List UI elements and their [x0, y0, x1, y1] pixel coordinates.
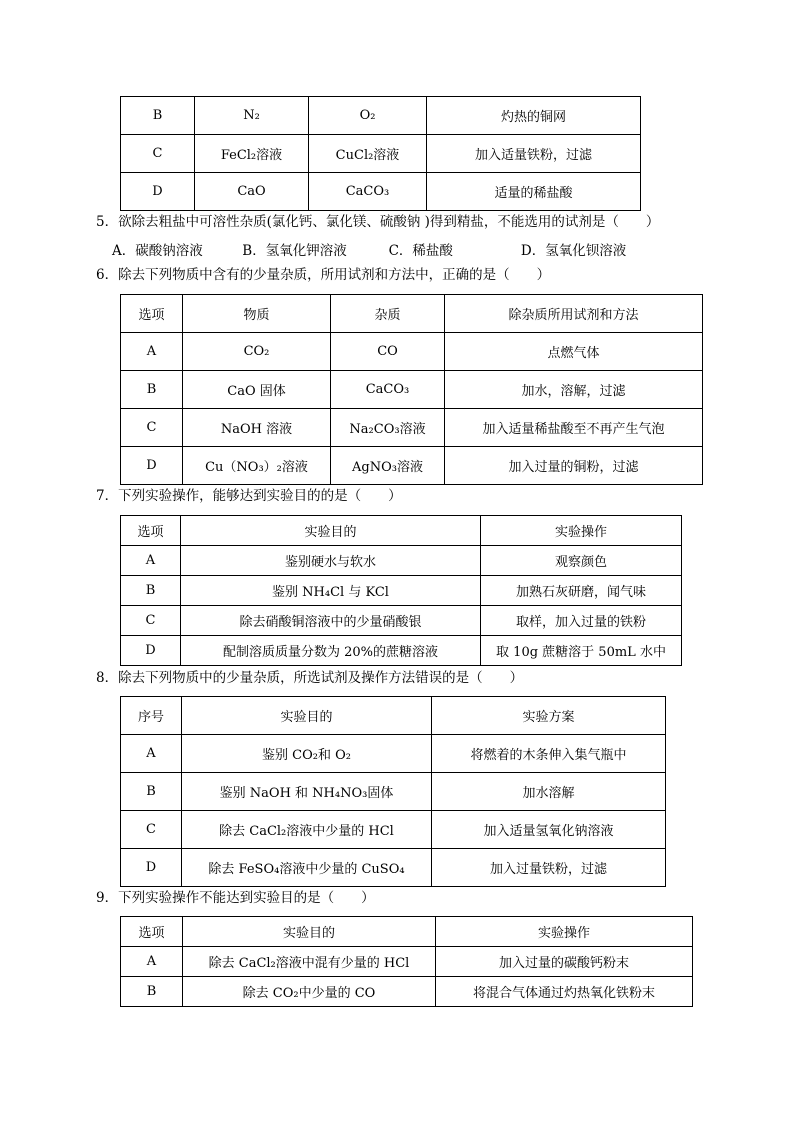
- table-cell: B: [121, 773, 182, 811]
- table-header-cell: 序号: [121, 697, 182, 735]
- table-row: [121, 811, 666, 849]
- table-cell: 适量的稀盐酸: [427, 173, 641, 211]
- table-header-cell: 杂质: [331, 295, 445, 333]
- table-row: [121, 947, 693, 977]
- table-cell: D: [121, 447, 183, 485]
- table-cell: 取 10g 蔗糖溶于 50mL 水中: [481, 636, 682, 666]
- table-cell: 除去 CO₂中少量的 CO: [183, 977, 436, 1007]
- question-5-options: [112, 239, 626, 259]
- table-row: [121, 135, 641, 173]
- table-cell: 配制溶质质量分数为 20%的蔗糖溶液: [181, 636, 481, 666]
- table-cell: 加入适量氢氧化钠溶液: [432, 811, 666, 849]
- table-cell: D: [121, 636, 181, 666]
- option-c: C．稀盐酸: [388, 243, 453, 259]
- table-row: [121, 333, 703, 371]
- table-header-cell: 实验操作: [481, 516, 682, 546]
- table-cell: 加熟石灰研磨，闻气味: [481, 576, 682, 606]
- table-cell: 灼热的铜网: [427, 97, 641, 135]
- table-cell: C: [121, 409, 183, 447]
- table-header-cell: 选项: [121, 516, 181, 546]
- table-cell: 鉴别 CO₂和 O₂: [182, 735, 432, 773]
- table-cell: A: [121, 947, 183, 977]
- question-7-stem: 7．下列实验操作，能够达到实验目的的是（ ）: [96, 488, 402, 504]
- table-header-row: [121, 295, 703, 333]
- table-cell: 取样，加入过量的铁粉: [481, 606, 682, 636]
- table-header-cell: 实验目的: [182, 697, 432, 735]
- table-cell: 将混合气体通过灼热氧化铁粉末: [436, 977, 693, 1007]
- table-cell: N₂: [195, 97, 309, 135]
- table-row: [121, 849, 666, 887]
- table-cell: CuCl₂溶液: [309, 135, 427, 173]
- table-row: [121, 97, 641, 135]
- question-6-stem: 6．除去下列物质中含有的少量杂质，所用试剂和方法中，正确的是（ ）: [96, 267, 551, 283]
- table-header-row: [121, 516, 682, 546]
- table-cell: D: [121, 173, 195, 211]
- table-cell: FeCl₂溶液: [195, 135, 309, 173]
- table-cell: CO₂: [183, 333, 331, 371]
- table-cell: C: [121, 811, 182, 849]
- table-header-cell: 实验目的: [183, 917, 436, 947]
- table-cell: 加入适量铁粉，过滤: [427, 135, 641, 173]
- table-row: [121, 606, 682, 636]
- option-b: B．氢氧化钾溶液: [242, 243, 347, 259]
- table-cell: 加入适量稀盐酸至不再产生气泡: [445, 409, 703, 447]
- question-7-table: [120, 515, 682, 666]
- table-cell: Na₂CO₃溶液: [331, 409, 445, 447]
- table-cell: B: [121, 97, 195, 135]
- table-cell: 将燃着的木条伸入集气瓶中: [432, 735, 666, 773]
- table-cell: 鉴别 NaOH 和 NH₄NO₃固体: [182, 773, 432, 811]
- table-cell: 加入过量的铜粉，过滤: [445, 447, 703, 485]
- table-header-row: [121, 697, 666, 735]
- table-row: [121, 447, 703, 485]
- table-cell: AgNO₃溶液: [331, 447, 445, 485]
- table-cell: A: [121, 546, 181, 576]
- table-row: [121, 409, 703, 447]
- table-cell: 除去 CaCl₂溶液中混有少量的 HCl: [183, 947, 436, 977]
- table-row: [121, 636, 682, 666]
- table-cell: NaOH 溶液: [183, 409, 331, 447]
- table-row: [121, 576, 682, 606]
- table-cell: D: [121, 849, 182, 887]
- option-a: A．碳酸钠溶液: [112, 243, 203, 259]
- table-cell: B: [121, 576, 181, 606]
- table-header-cell: 物质: [183, 295, 331, 333]
- table-header-cell: 实验操作: [436, 917, 693, 947]
- table-cell: 鉴别硬水与软水: [181, 546, 481, 576]
- table-cell: A: [121, 735, 182, 773]
- table-cell: 除去 CaCl₂溶液中少量的 HCl: [182, 811, 432, 849]
- table-cell: 加水溶解: [432, 773, 666, 811]
- option-d: D．氢氧化钡溶液: [520, 243, 627, 259]
- table-header-cell: 除杂质所用试剂和方法: [445, 295, 703, 333]
- table-cell: 加水，溶解，过滤: [445, 371, 703, 409]
- table-row: [121, 173, 641, 211]
- table-cell: CO: [331, 333, 445, 371]
- table-cell: 除去硝酸铜溶液中的少量硝酸银: [181, 606, 481, 636]
- table-cell: B: [121, 977, 183, 1007]
- table-cell: C: [121, 606, 181, 636]
- question-8-stem: 8．除去下列物质中的少量杂质，所选试剂及操作方法错误的是（ ）: [96, 670, 524, 686]
- question-6-table: [120, 294, 703, 485]
- table-cell: O₂: [309, 97, 427, 135]
- table-cell: CaO: [195, 173, 309, 211]
- question-9-table: [120, 916, 693, 1007]
- table-row: [121, 546, 682, 576]
- table-cell: Cu（NO₃）₂溶液: [183, 447, 331, 485]
- table-cell: 加入过量铁粉，过滤: [432, 849, 666, 887]
- table-cell: 除去 FeSO₄溶液中少量的 CuSO₄: [182, 849, 432, 887]
- table-cell: A: [121, 333, 183, 371]
- table-row: [121, 773, 666, 811]
- question-9-stem: 9．下列实验操作不能达到实验目的是（ ）: [96, 890, 375, 906]
- table-cell: C: [121, 135, 195, 173]
- table-cell: 点燃气体: [445, 333, 703, 371]
- question-8-table: [120, 696, 666, 887]
- table-cell: 观察颜色: [481, 546, 682, 576]
- table-cell: CaCO₃: [309, 173, 427, 211]
- table-header-cell: 选项: [121, 295, 183, 333]
- table-cell: CaO 固体: [183, 371, 331, 409]
- table-row: [121, 371, 703, 409]
- table-row: [121, 735, 666, 773]
- question-5-stem: 5．欲除去粗盐中可溶性杂质(氯化钙、氯化镁、硫酸钠 )得到精盐，不能选用的试剂是（ ）: [96, 214, 660, 230]
- table-header-cell: 选项: [121, 917, 183, 947]
- table-header-cell: 实验目的: [181, 516, 481, 546]
- table-row: [121, 977, 693, 1007]
- table-cell: B: [121, 371, 183, 409]
- table-cell: 鉴别 NH₄Cl 与 KCl: [181, 576, 481, 606]
- table-header-cell: 实验方案: [432, 697, 666, 735]
- table-header-row: [121, 917, 693, 947]
- table-cell: 加入过量的碳酸钙粉末: [436, 947, 693, 977]
- continued-table: [120, 96, 641, 211]
- table-cell: CaCO₃: [331, 371, 445, 409]
